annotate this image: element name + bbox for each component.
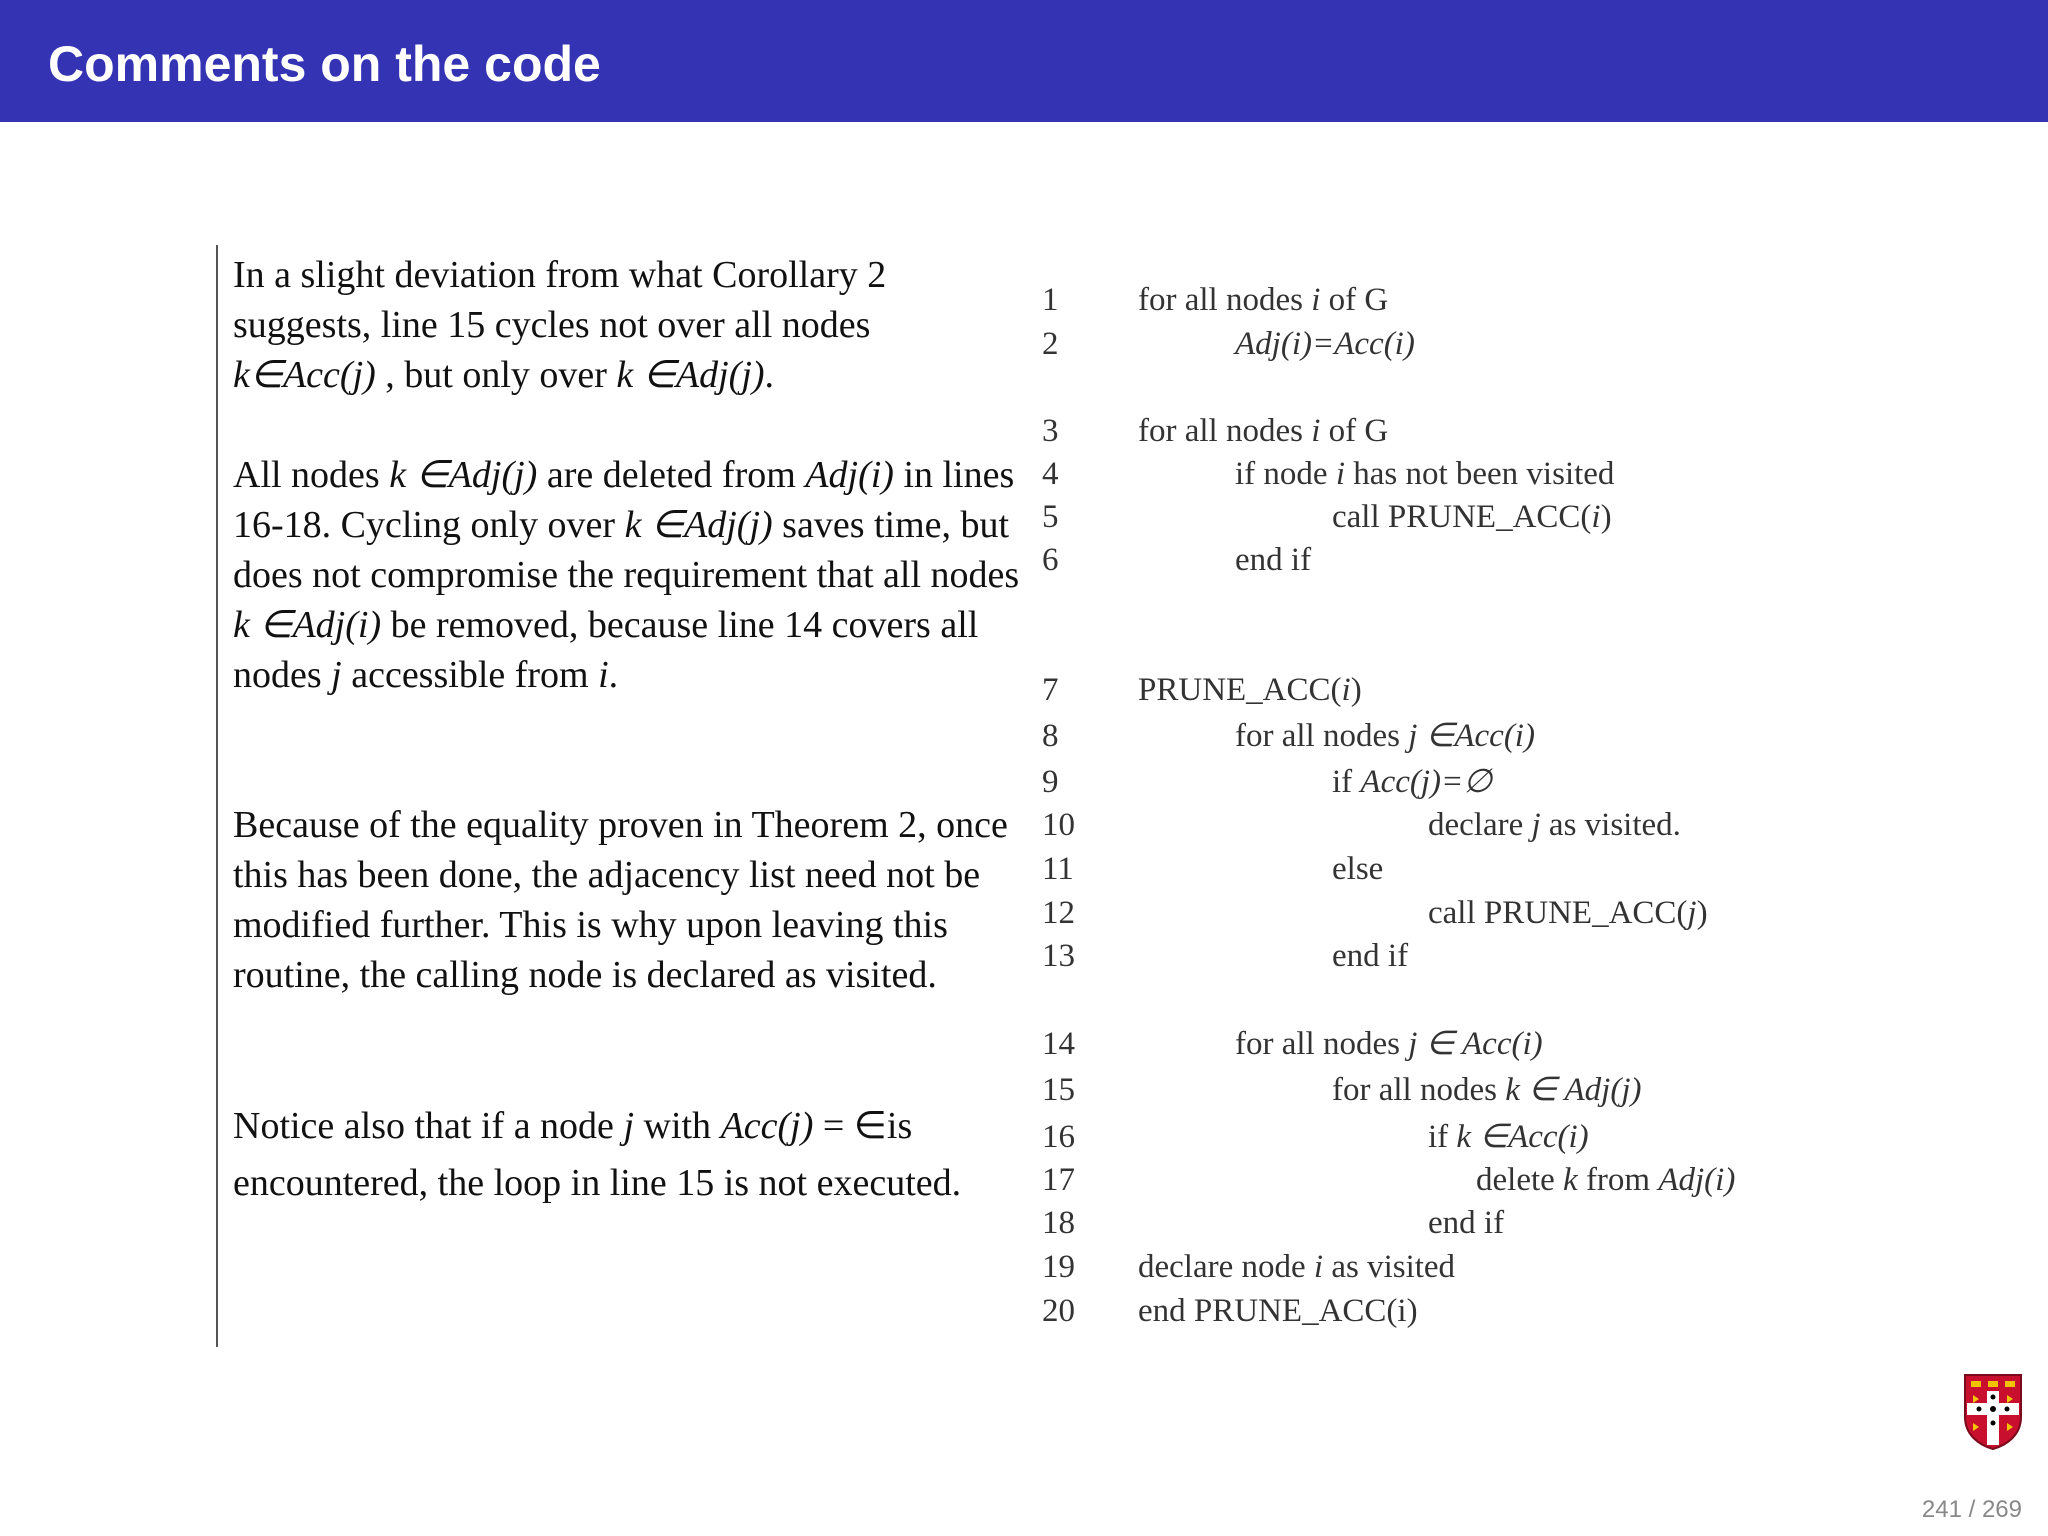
header-bar <box>0 0 2048 122</box>
comment-paragraph-2: All nodes k ∈Adj(j) are deleted from Adj(i) in lines 16-18. Cycling only over k ∈Adj(j) saves time, but does not compromise the requirement that all nodes k ∈Adj(i) be removed, because line 14 covers all nodes j accessible from i. <box>233 454 1020 696</box>
university-crest-icon <box>1963 1373 2023 1451</box>
page-number: 241 / 269 <box>1921 1496 2022 1523</box>
comment-paragraph-3: Because of the equality proven in Theorem 2, once this has been done, the adjacency list need not be modified further. This is why upon leaving this routine, the calling node is declared as visited. <box>233 804 1008 996</box>
comment-paragraph-1: In a slight deviation from what Corollary 2 suggests, line 15 cycles not over all nodes k∈Acc(j) , but only over k ∈Adj(j). <box>233 254 887 396</box>
slide-title: Comments on the code <box>48 36 601 92</box>
comment-paragraph-4: Notice also that if a node j with Acc(j) = ∈is encountered, the loop in line 15 is not executed. <box>233 1105 962 1204</box>
divider-line <box>216 245 218 1347</box>
